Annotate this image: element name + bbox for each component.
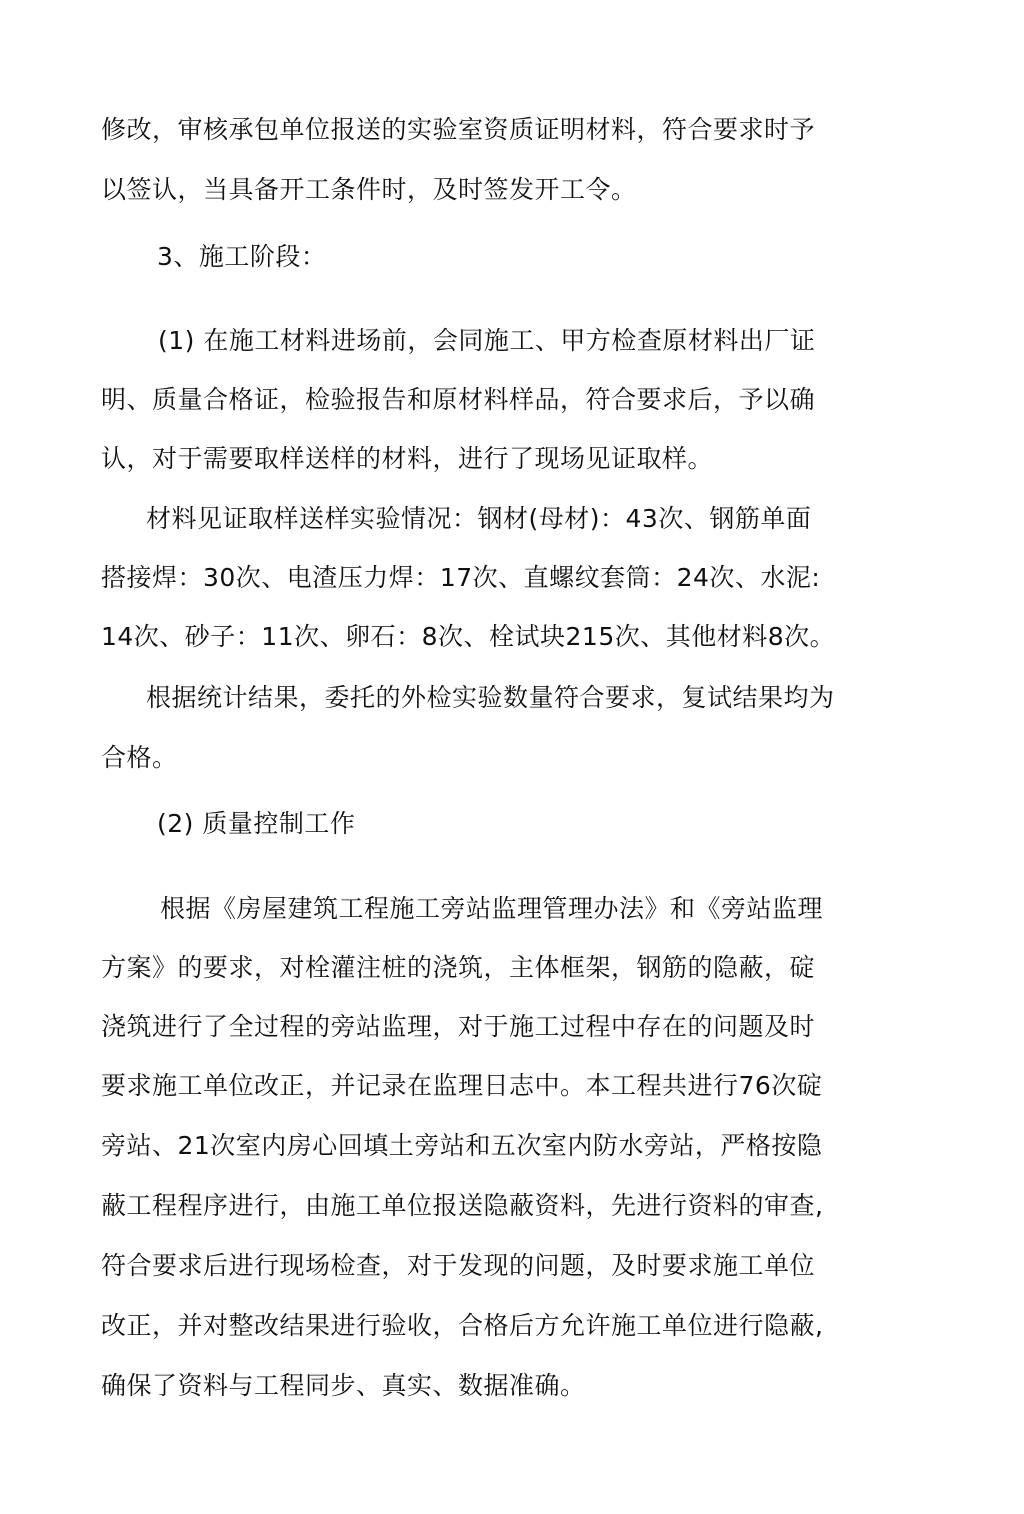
section-heading: 3、施工阶段： xyxy=(157,242,327,271)
text-line: 蔽工程程序进行，由施工单位报送隐蔽资料，先进行资料的审查, xyxy=(101,1191,824,1220)
subsection-heading: (2) 质量控制工作 xyxy=(157,809,356,838)
text-line: 14次、砂子：11次、卵石：8次、栓试块215次、其他材料8次。 xyxy=(101,622,836,651)
text-line: 合格。 xyxy=(101,743,178,772)
text-line: 根据《房屋建筑工程施工旁站监理管理办法》和《旁站监理 xyxy=(160,894,824,923)
text-line: 材料见证取样送样实验情况：钢材(母材)：43次、钢筋单面 xyxy=(146,504,812,533)
text-line: (1) 在施工材料进场前，会同施工、甲方检查原材料出厂证 xyxy=(158,326,816,355)
text-line: 修改，审核承包单位报送的实验室资质证明材料，符合要求时予 xyxy=(101,115,816,144)
text-line: 改正，并对整改结果进行验收，合格后方允许施工单位进行隐蔽, xyxy=(101,1311,824,1340)
text-line: 要求施工单位改正，并记录在监理日志中。本工程共进行76次碇 xyxy=(101,1071,823,1100)
text-line: 方案》的要求，对栓灌注桩的浇筑，主体框架，钢筋的隐蔽，碇 xyxy=(101,953,816,982)
text-line: 以签认，当具备开工条件时，及时签发开工令。 xyxy=(101,175,637,204)
text-line: 确保了资料与工程同步、真实、数据准确。 xyxy=(101,1371,586,1400)
text-line: 旁站、21次室内房心回填土旁站和五次室内防水旁站，严格按隐 xyxy=(101,1131,823,1160)
text-line: 搭接焊：30次、电渣压力焊：17次、直螺纹套筒：24次、水泥: xyxy=(101,563,821,592)
text-line: 明、质量合格证，检验报告和原材料样品，符合要求后，予以确 xyxy=(101,385,816,414)
text-line: 符合要求后进行现场检查，对于发现的问题，及时要求施工单位 xyxy=(101,1251,816,1280)
text-line: 浇筑进行了全过程的旁站监理，对于施工过程中存在的问题及时 xyxy=(101,1012,816,1041)
text-line: 认，对于需要取样送样的材料，进行了现场见证取样。 xyxy=(101,444,714,473)
text-line: 根据统计结果，委托的外检实验数量符合要求，复试结果均为 xyxy=(146,683,835,712)
